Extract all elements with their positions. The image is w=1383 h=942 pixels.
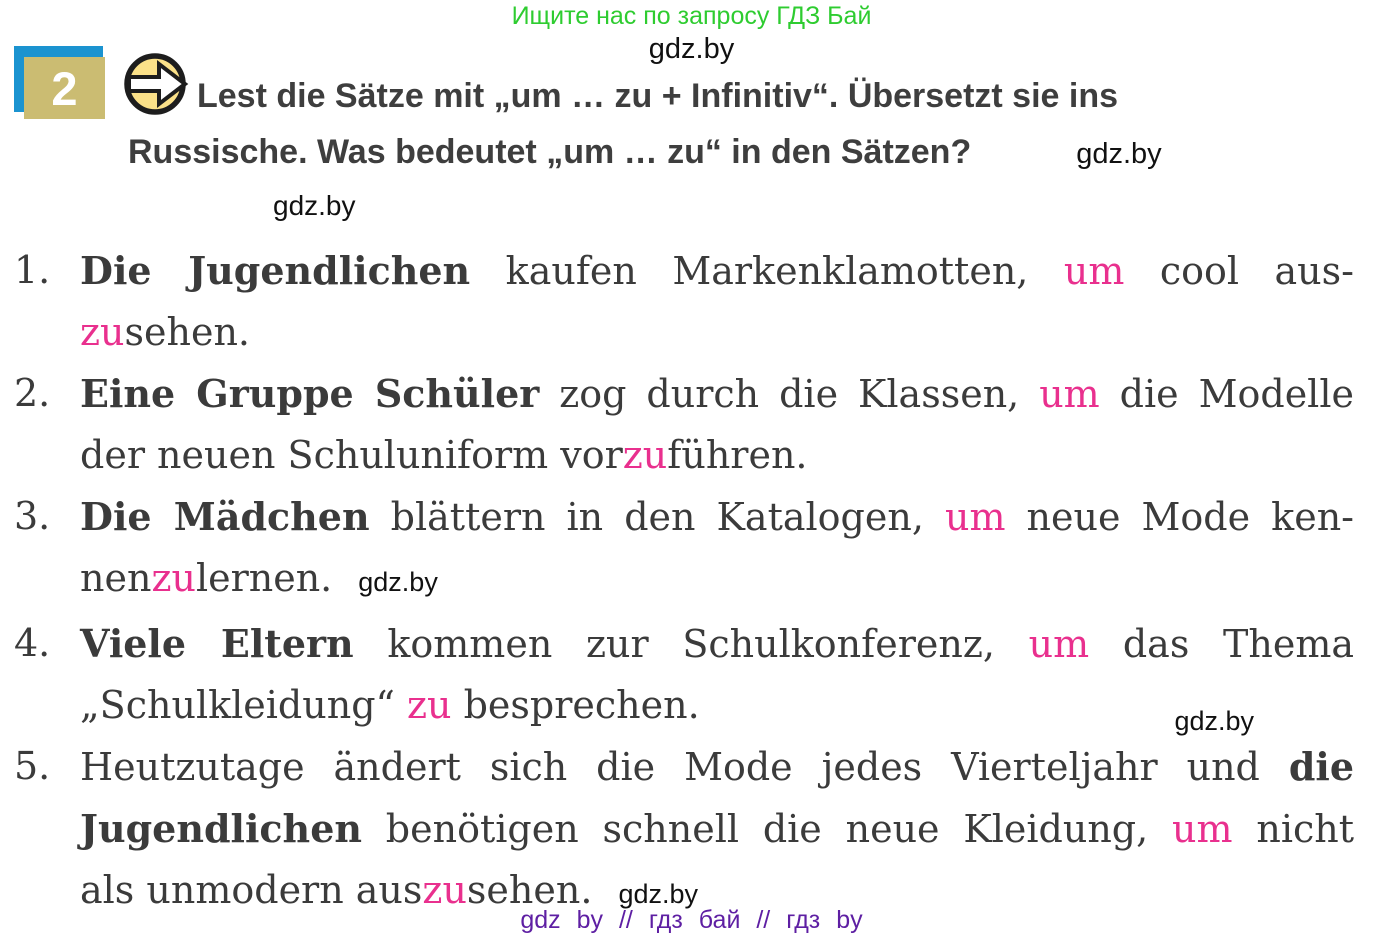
- watermark: gdz.by: [273, 190, 356, 221]
- text-segment: Jugendlichen: [80, 806, 362, 851]
- text-segment: zog durch die Klassen,: [539, 372, 1040, 416]
- text-segment: Heutzutage ändert sich die Mode jedes Vierteljahr und: [80, 745, 1289, 789]
- sentence-content: [80, 363, 1354, 486]
- text-segment: führen.: [667, 433, 808, 477]
- sentence-line: [80, 736, 1354, 798]
- text-segment: nen: [80, 556, 152, 600]
- text-segment: zu: [622, 433, 668, 477]
- task-heading-line2: [128, 132, 1162, 174]
- exercise-number-badge: [14, 46, 120, 126]
- sentence-line: [80, 613, 1354, 675]
- sentence-line: [80, 425, 1354, 486]
- text-segment: Die Mädchen: [80, 494, 370, 539]
- sentence-number: 5.: [14, 744, 51, 788]
- sentence-content: [80, 240, 1354, 363]
- watermark: gdz.by: [1174, 706, 1254, 736]
- text-segment: nicht: [1232, 807, 1354, 851]
- sentence-item: [14, 240, 1354, 363]
- sentence-line: [80, 302, 1354, 363]
- sentence-item: [14, 613, 1354, 736]
- text-segment: das Thema: [1089, 622, 1355, 666]
- sentence-number: 4.: [14, 621, 51, 665]
- sentence-item: [14, 736, 1354, 925]
- sentence-line: [80, 675, 1354, 736]
- text-segment: kaufen Markenklamotten,: [470, 249, 1064, 293]
- sentence-number: 2.: [14, 371, 51, 415]
- text-segment: kommen zur Schulkonferenz,: [353, 622, 1029, 666]
- text-segment: blättern in den Katalogen,: [369, 495, 945, 539]
- text-segment: „Schulkleidung“: [80, 683, 408, 727]
- text-segment: um: [1063, 249, 1125, 293]
- arrow-right-circle-icon: [123, 50, 189, 118]
- text-segment: um: [1172, 807, 1233, 851]
- text-segment: zu: [80, 310, 125, 354]
- watermark: gdz.by: [618, 879, 698, 909]
- sentence-line: [80, 486, 1354, 548]
- sentence-content: [80, 613, 1354, 736]
- text-segment: um: [1039, 372, 1100, 416]
- sentence-line: [80, 798, 1354, 860]
- promo-text: Ищите нас по запросу ГДЗ Бай: [511, 2, 872, 30]
- text-segment: die Modelle: [1099, 372, 1354, 416]
- text-segment: Viele Eltern: [80, 621, 354, 666]
- sentence-item: [14, 363, 1354, 486]
- sentence-content: [80, 736, 1354, 925]
- text-segment: um: [1028, 622, 1090, 666]
- text-segment: lernen.: [195, 556, 333, 600]
- text-segment: Eine Gruppe Schüler: [80, 371, 540, 416]
- text-segment: zu: [151, 556, 196, 600]
- watermark: gdz.by: [358, 567, 438, 597]
- text-segment: zu: [407, 683, 452, 727]
- sentence-list: [14, 240, 1354, 925]
- text-segment: besprechen.: [451, 683, 700, 727]
- sentence-number: 3.: [14, 494, 51, 538]
- text-segment: sehen.: [466, 868, 593, 912]
- text-segment: cool aus-: [1124, 249, 1354, 293]
- task-heading-line2-text: Russische. Was bedeutet „um … zu“ in den Sätzen?: [128, 133, 972, 171]
- text-segment: die: [1288, 744, 1354, 789]
- text-segment: benötigen schnell die neue Kleidung,: [362, 807, 1173, 851]
- sentence-line: [80, 240, 1354, 302]
- sentence-number: 1.: [14, 248, 51, 292]
- sentence-line: [80, 363, 1354, 425]
- sentence-content: [80, 486, 1354, 613]
- sentence-item: [14, 486, 1354, 613]
- watermark: gdz.by: [1076, 138, 1162, 170]
- task-heading-line1: Lest die Sätze mit „um … zu + Infinitiv“. Übersetzt sie ins: [197, 77, 1119, 115]
- text-segment: sehen.: [124, 310, 251, 354]
- text-segment: um: [944, 495, 1006, 539]
- text-segment: neue Mode ken-: [1005, 495, 1355, 539]
- watermark: gdz.by: [648, 33, 735, 65]
- text-segment: als unmodern aus: [80, 868, 423, 912]
- exercise-number: 2: [24, 57, 105, 119]
- text-segment: zu: [422, 868, 467, 912]
- text-segment: Die Jugendlichen: [80, 248, 471, 293]
- sentence-line: [80, 548, 1354, 613]
- arrow-right-circle-icon: [123, 50, 189, 118]
- footer-text: gdz by // гдз бай // гдз by: [520, 906, 863, 934]
- text-segment: der neuen Schuluniform vor: [80, 433, 623, 477]
